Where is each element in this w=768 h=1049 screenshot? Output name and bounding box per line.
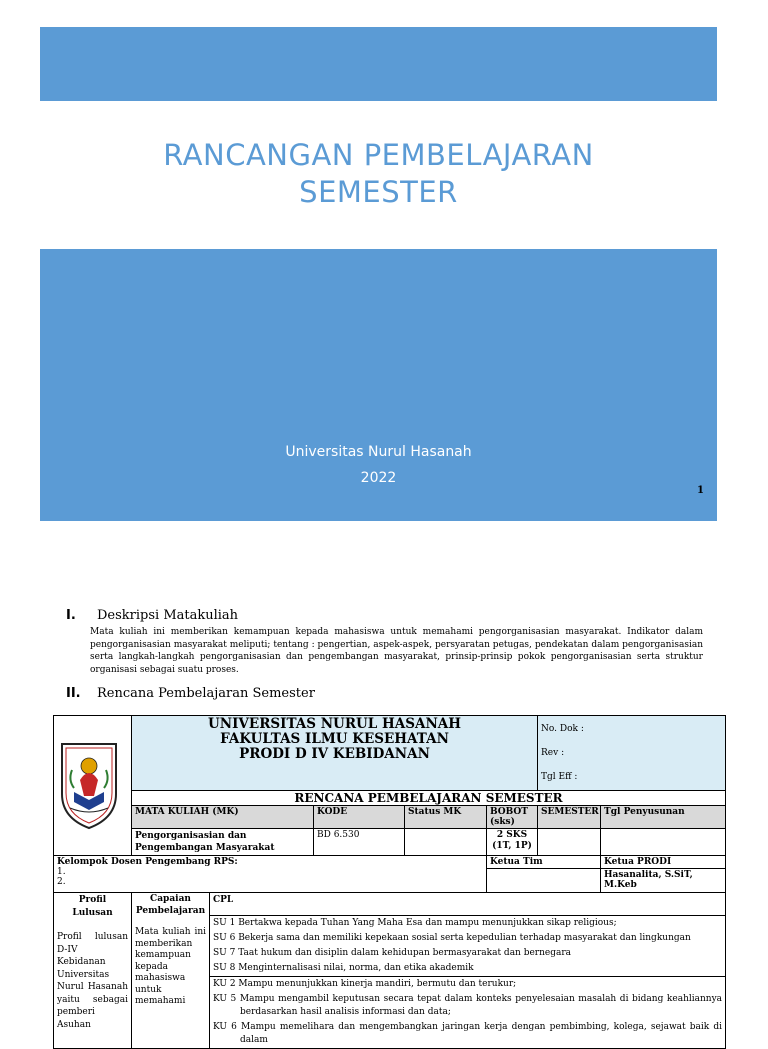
bobot-breakdown: (1T, 1P) [492,841,532,851]
cover-title-line-1: RANCANGAN PEMBELAJARAN [163,138,594,172]
ketua-prodi-name: Hasanalita, S.SiT, M.Keb [604,870,693,890]
ketua-tim-label: Ketua Tim [487,856,600,869]
capaian-heading-2: Pembelajaran [135,905,206,916]
section-1-body: Mata kuliah ini memberikan kemampuan kepada mahasiswa untuk memahami pengorganisasian masyarakat. Indikator dalam pengorganisasian masyarakat meliputi; tentang : pengertian, aspek-aspek, persyaratan petugas, pendekatan dalam pengorganisasian serta langkah-langkah pengorganisasian dan pengembangan masyarakat, prinsip-prinsip pokok pengorganisasian serta struktur organisasi sebagai suatu proses. [90,627,703,675]
section-1-heading [66,608,238,623]
ketua-tim-cell [487,856,601,893]
tgl-value [601,829,726,856]
cover-top-band [40,27,717,101]
profil-body: Profil lulusan D-IV Kebidanan Universitas Nurul Hasanah yaitu sebagai pemberi Asuhan [57,932,128,1030]
capaian-cell [132,893,210,1049]
kode-value: BD 6.530 [314,829,405,856]
cover-year: 2022 [360,470,397,486]
dosen-item-2: 2. [57,877,66,887]
cpl-su-1: SU 1 Bertakwa kepada Tuhan Yang Maha Esa dan mampu menunjukkan sikap religious; [213,918,617,928]
no-dok-label: No. Dok : [541,724,584,734]
capaian-body: Mata kuliah ini memberikan kemampuan kepada mahasiswa untuk memahami [135,927,206,1006]
cover-university: Universitas Nurul Hasanah [285,444,472,460]
cpl-su-7: SU 7 Taat hukum dan disiplin dalam kehidupan bermasyarakat dan bernegara [213,948,572,958]
bobot-sks: 2 SKS [496,830,528,840]
profil-heading-2: Lulusan [72,907,113,918]
section-2-title: Rencana Pembelajaran Semester [97,686,315,701]
col-header-bobot: BOBOT (sks) [487,806,538,829]
section-2-number: II. [66,686,81,701]
header-line-2: FAKULTAS ILMU KESEHATAN [220,731,449,747]
cpl-su-6: SU 6 Bekerja sama dan memiliki kepekaan sosial serta kepedulian terhadap masyarakat dan lingkungan [213,933,691,943]
status-value [405,829,487,856]
dosen-label: Kelompok Dosen Pengembang RPS: [57,857,238,867]
col-header-semester: SEMESTER [538,806,601,829]
dosen-item-1: 1. [57,867,66,877]
cpl-ku-5: KU 5 Mampu mengambil keputusan secara tepat dalam konteks penyelesaian masalah di bidang keahliannya berdasarkan hasil analisis informasi dan data; [213,994,723,1017]
col-header-tgl: Tgl Penyusunan [601,806,726,829]
cpl-ku-6: KU 6 Mampu memelihara dan mengembangkan jaringan kerja dengan pembimbing, kolega, sejawat baik di dalam [213,1022,723,1045]
page-number: 1 [697,485,704,496]
mk-value: Pengorganisasian dan Pengembangan Masyarakat [132,829,314,856]
cpl-cell [210,893,726,1049]
rev-label: Rev : [541,748,565,758]
section-1-title: Deskripsi Matakuliah [97,608,239,623]
profil-lulusan-cell [54,893,132,1049]
capaian-heading-1: Capaian [150,894,191,904]
profil-heading-1: Profil [78,895,107,905]
dosen-cell [54,856,487,893]
header-line-3: PRODI D IV KEBIDANAN [239,746,430,762]
university-logo-cell [54,716,132,856]
section-2-heading [66,686,315,701]
rps-title: RENCANA PEMBELAJARAN SEMESTER [132,791,726,806]
cpl-heading: CPL [210,893,725,916]
cover-title-line-2: SEMESTER [299,175,458,209]
section-1-number: I. [66,608,76,623]
cpl-ku-2: KU 2 Mampu menunjukkan kinerja mandiri, bermutu dan terukur; [213,979,517,989]
col-header-mk: MATA KULIAH (MK) [132,806,314,829]
cpl-su-8: SU 8 Menginternalisasi nilai, norma, dan etika akademik [210,961,725,977]
ketua-prodi-cell [601,856,726,893]
tgl-eff-label: Tgl Eff : [541,772,578,782]
col-header-status: Status MK [405,806,487,829]
university-logo-icon [54,736,124,832]
header-institution-cell [132,716,538,791]
col-header-kode: KODE [314,806,405,829]
ketua-prodi-label: Ketua PRODI [601,856,725,869]
document-info-cell [538,716,726,791]
header-line-1: UNIVERSITAS NURUL HASANAH [208,716,462,732]
semester-value [538,829,601,856]
cover-title [40,137,717,211]
bobot-value [487,829,538,856]
rps-table [53,715,726,1049]
